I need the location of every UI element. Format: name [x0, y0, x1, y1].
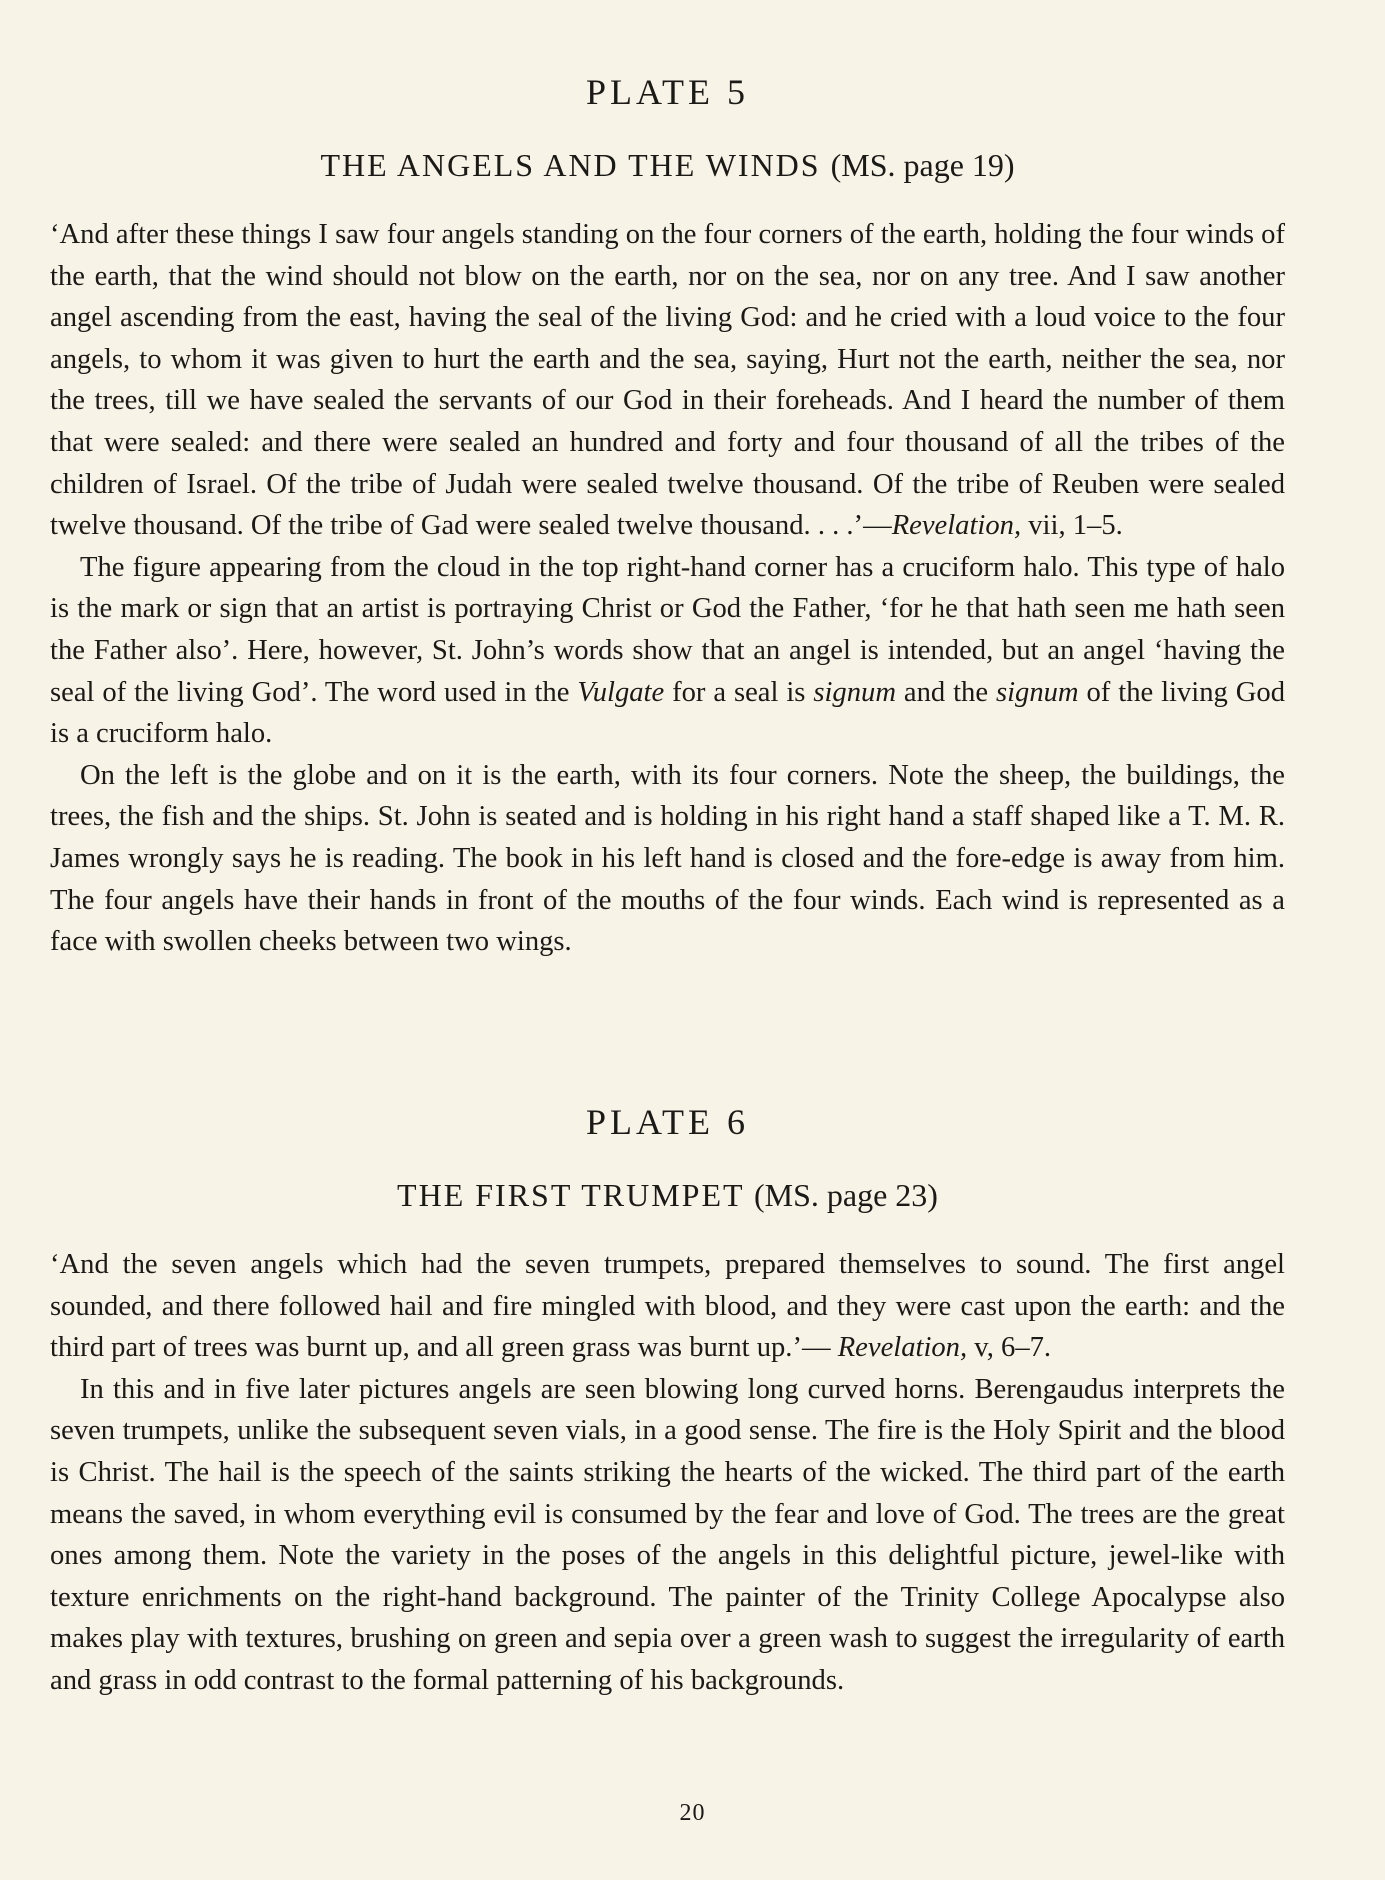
plate-5-paragraph-2: On the left is the globe and on it is the earth, with its four corners. Note the sheep, the buildings, the trees, the fish and the ships. St. John is seated and is holding in his right hand a staff shaped like a T. M. R. James wrongly says he is reading. The book in his left hand is closed and the fore-edge is away from him. The four angels have their hands in front of the mouths of the four winds. Each wind is represented as a face with swollen cheeks between two wings.	[50, 759, 1285, 958]
plate-5-quote	[50, 214, 1285, 547]
plate-5-label: PLATE 5	[586, 72, 749, 112]
plate-6-ms-ref: (MS. page 23)	[753, 1177, 938, 1213]
plate-5-quote-text: ‘And after these things I saw four angels standing on the four corners of the earth, holding the four winds of the earth, that the wind should not blow on the earth, nor on the sea, nor on any tree. And I saw another angel ascending from the east, having the seal of the living God: and he cried with a loud voice to the four angels, to whom it was given to hurt the earth and the sea, saying, Hurt not the earth, neither the sea, nor the trees, till we have sealed the servants of our God in their foreheads. And I heard the number of them that were sealed: and there were sealed an hundred and forty and four thousand of all the tribes of the children of Israel. Of the tribe of Judah were sealed twelve thousand. Of the tribe of Reuben were sealed twelve thousand. Of the tribe of Gad were sealed twelve thousand. . . .’—	[50, 219, 1285, 542]
plate-5-signum-2: signum	[995, 676, 1079, 708]
plate-5-title	[50, 144, 1285, 186]
plate-6-quote-text: ‘And the seven angels which had the seven trumpets, prepared themselves to sound. The first angel sounded, and there followed hail and fire mingled with blood, and they were cast upon the earth: and the third part of trees was burnt up, and all green grass was burnt up.’—	[50, 1249, 1285, 1364]
plate-5-para1-mid2: and the	[895, 676, 996, 708]
plate-6-label: PLATE 6	[586, 1102, 749, 1142]
plate-5-quote-ref: vii, 1–5.	[1021, 510, 1123, 542]
plate-5-vulgate: Vulgate	[577, 676, 665, 708]
plate-6-paragraph-1: In this and in five later pictures angels are seen blowing long curved horns. Berengaudus interprets the seven trumpets, unlike the subsequent seven vials, in a good sense. The fire is the Holy Spirit and the blood is Christ. The hail is the speech of the saints striking the hearts of the wicked. The third part of the earth means the saved, in whom everything evil is consumed by the fear and love of God. The trees are the great ones among them. Note the variety in the poses of the angels in this delightful picture, jewel-like with texture enrichments on the right-hand background. The painter of the Trinity College Apocalypse also makes play with textures, brushing on green and sepia over a green wash to suggest the irregularity of earth and grass in odd contrast to the formal patterning of his backgrounds.	[50, 1373, 1285, 1696]
plate-5-paragraph-1	[50, 547, 1285, 755]
plate-6-section	[50, 1100, 1285, 1702]
plate-5-ms-ref: (MS. page 19)	[830, 147, 1015, 183]
plate-6-quote-source: Revelation,	[837, 1332, 968, 1364]
plate-5-para1-text: The figure appearing from the cloud in the top right-hand corner has a cruciform halo. This type of halo is the mark or sign that an artist is portraying Christ or God the Father, ‘for he that hath seen me hath seen the Father also’. Here, however, St. John’s words show that an angel is intended, but an angel ‘having the seal of the living God’. The word used in the	[50, 551, 1285, 708]
plate-5-signum-1: signum	[813, 676, 896, 708]
page-number: 20	[679, 1800, 706, 1826]
plate-6-title-text: THE FIRST TRUMPET	[397, 1177, 744, 1213]
plate-5-title-text: THE ANGELS AND THE WINDS	[320, 147, 821, 183]
plate-6-quote	[50, 1244, 1285, 1369]
plate-5-para1-end: of the living God is a cruciform halo.	[50, 676, 1285, 750]
plate-6-quote-ref: v, 6–7.	[967, 1332, 1052, 1364]
plate-5-quote-source: Revelation,	[891, 510, 1022, 542]
plate-5-section	[50, 70, 1285, 963]
plate-6-title	[50, 1174, 1285, 1216]
plate-5-para1-mid1: for a seal is	[664, 676, 814, 708]
